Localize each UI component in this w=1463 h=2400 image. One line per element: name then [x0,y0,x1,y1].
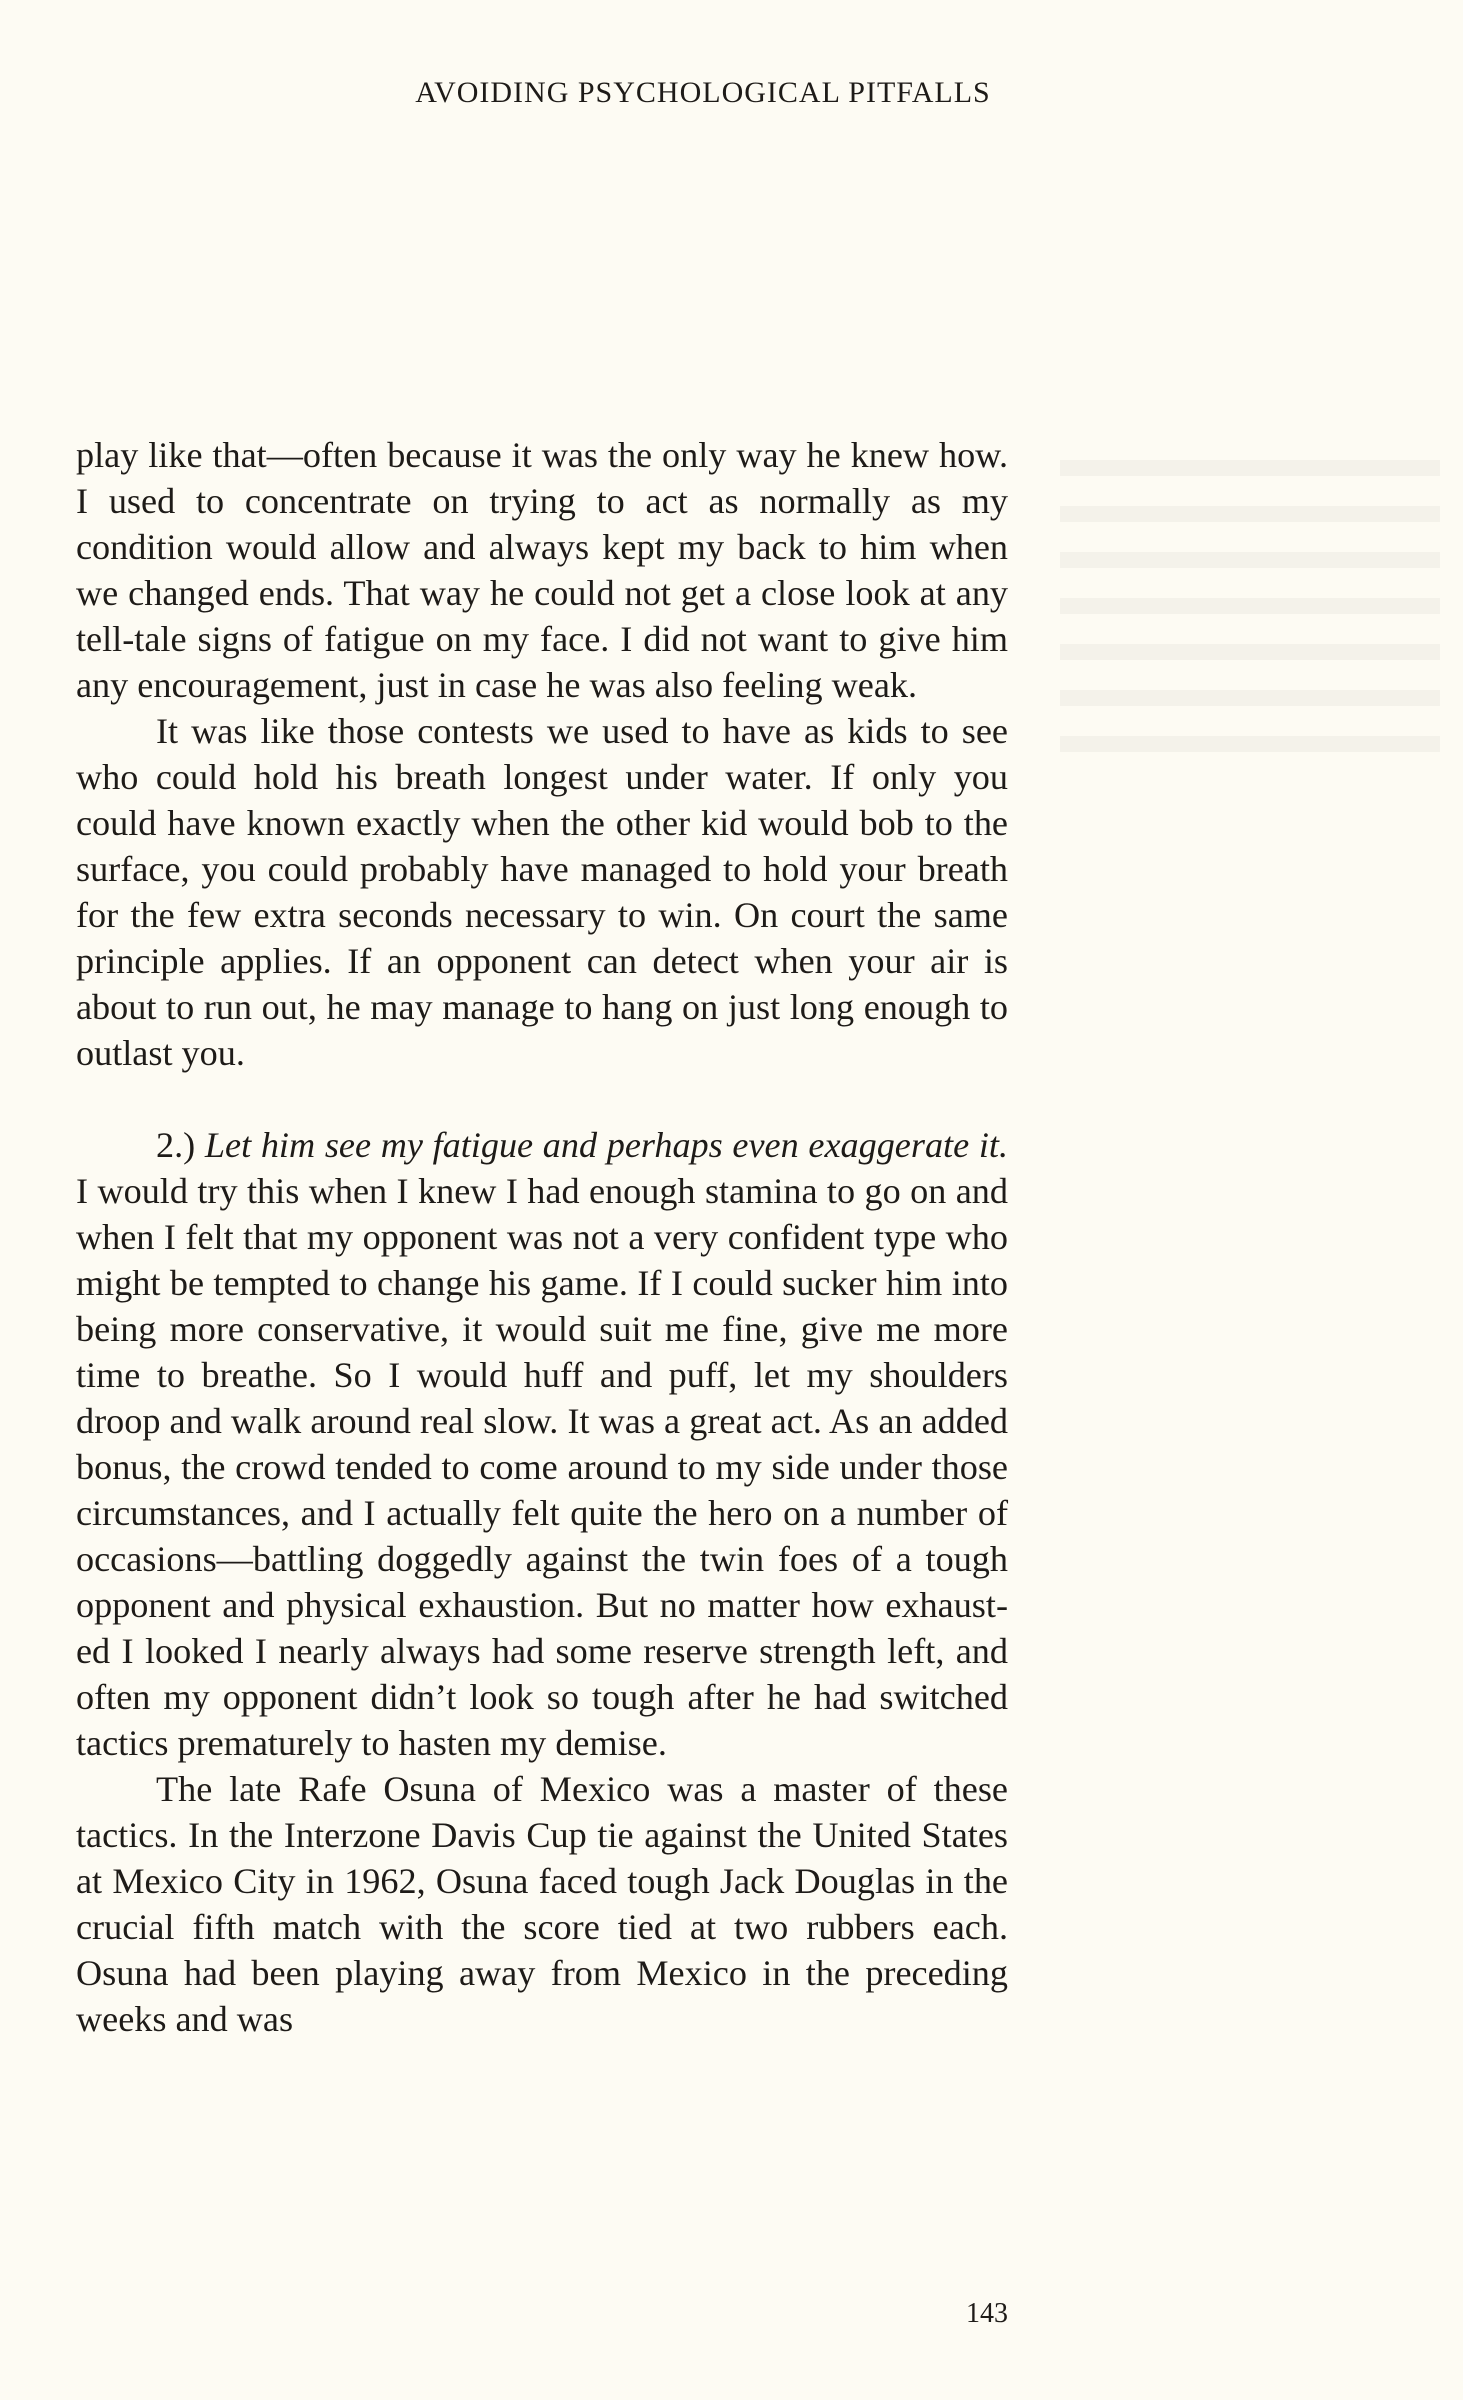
paragraph: It was like those contests we used to have as kids to see who could hold his breath longest under water. If only you could have known exactly when the other kid would bob to the surface, you could probably have managed to hold your breath for the few extra seconds necessary to win. On court the same principle applies. If an opponent can detect when your air is about to run out, he may manage to hang on just long enough to outlast you. [76,711,1008,1073]
show-through-text [1060,430,1440,760]
paragraph-text: I would try this when I knew I had enough stamina to go on and when I felt that my opponent was not a very confident type who might be tempted to change his game. If I could sucker him into being more conservative, it would suit me fine, give me more time to breathe. So I would huff and puff, let my shoulders droop and walk around real slow. It was a great act. As an added bonus, the crowd tended to come around to my side under those circumstances, and I actually felt quite the hero on a number of occasions—battling doggedly against the twin foes of a tough opponent and physical exhaustion. But no matter how exhausted I looked I nearly always had some reserve strength left, and often my opponent didn’t look so tough after he had switched tactics prematurely to hasten my demise. [76,1171,1008,1763]
list-number: 2.) [156,1125,196,1165]
paragraph: The late Rafe Osuna of Mexico was a master of these tactics. In the Interzone Davis Cup tie against the United States at Mexico City in 1962, Osuna faced tough Jack Douglas in the crucial fifth match with the score tied at two rubbers each. Osuna had been playing away from Mexico in the preceding weeks and was [76,1769,1008,2039]
paragraph: play like that—often because it was the only way he knew how. I used to concentrate on trying to act as normally as my condition would allow and always kept my back to him when we changed ends. That way he could not get a close look at any tell-tale signs of fatigue on my face. I did not want to give him any encouragement, just in case he was also feeling weak. [76,435,1008,705]
page-number: 143 [966,2298,1008,2329]
paragraph-numbered [76,1122,1008,1766]
body-text [76,432,1008,2042]
running-head: AVOIDING PSYCHOLOGICAL PITFALLS [415,76,991,109]
italic-lead: Let him see my fatigue and perhaps even exaggerate it. [204,1125,1009,1165]
